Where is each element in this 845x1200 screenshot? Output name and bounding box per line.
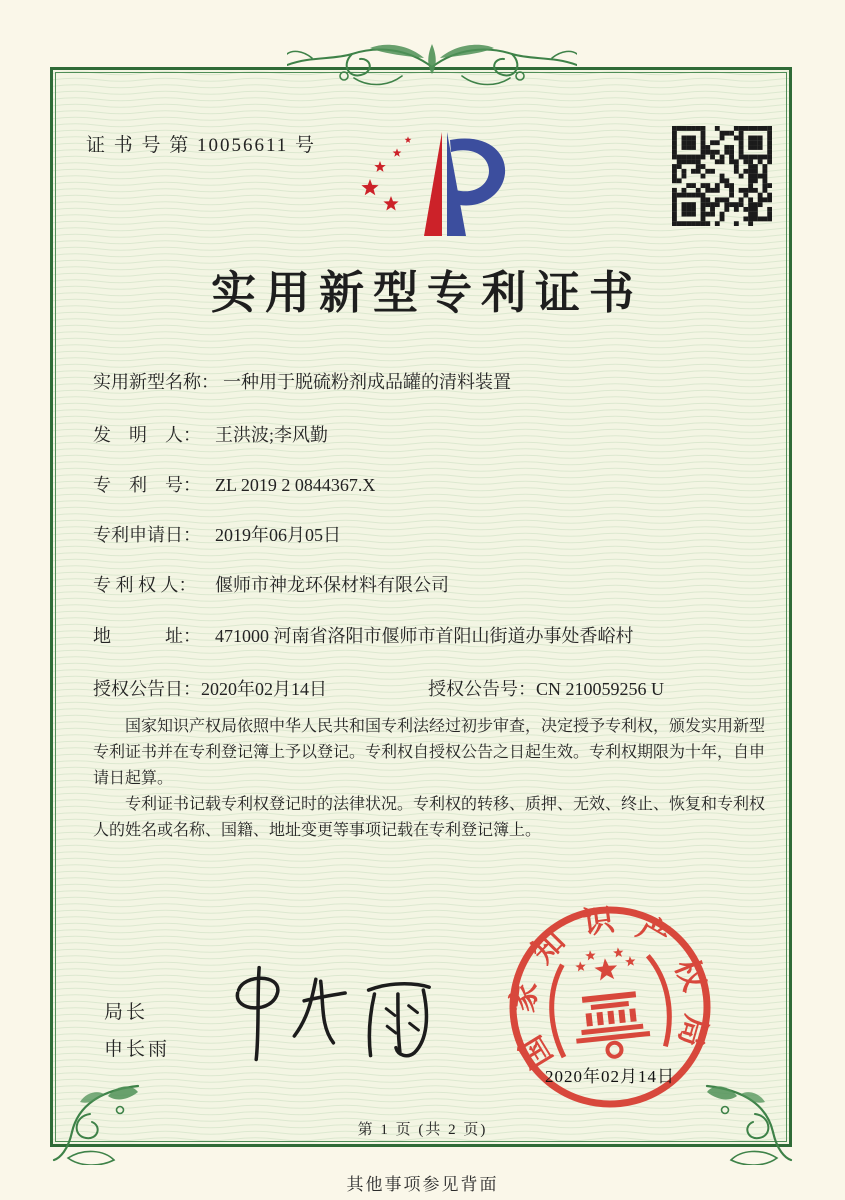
field-row-invention-name [93,368,773,394]
grant-date-value: 2020年02月14日 [201,679,327,699]
legal-text-block [93,714,765,844]
legal-paragraph: 专利证书记载专利权登记时的法律状况。专利权的转移、质押、无效、终止、恢复和专利权人的姓名或名称、国籍、地址变更等事项记载在专利登记簿上。 [93,796,766,839]
field-row-inventors [93,421,773,447]
field-value: 一种用于脱硫粉剂成品罐的清料装置 [223,372,511,392]
seal-text: 国家知识产权局 [504,901,715,1075]
back-side-note: 其他事项参见背面 [346,1175,499,1194]
field-label: 发 明 人： [93,425,201,445]
field-row-address [93,622,773,648]
field-row-filing-date [93,521,773,547]
seal-date: 2020年02月14日 [545,1067,675,1086]
field-value: 偃师市神龙环保材料有限公司 [215,575,449,595]
field-row-patentee [93,571,773,597]
field-value: 王洪波;李风勤 [215,425,329,445]
certificate-number: 证 书 号 第 10056611 号 [86,135,317,156]
qr-code [672,126,772,226]
director-signature-image [222,962,437,1067]
field-value: 2019年06月05日 [215,525,341,545]
cnipa-seal-stamp [495,892,726,1123]
national-emblem-icon [546,943,674,1063]
page-indicator: 第 1 页 (共 2 页) [357,1122,488,1138]
grant-date-label: 授权公告日： [93,679,201,699]
field-row-patent-number [93,471,773,497]
director-title-label: 局长 [104,1002,149,1023]
field-label: 地 址： [93,626,201,646]
field-row-grant [93,675,773,701]
field-value: ZL 2019 2 0844367.X [215,475,376,495]
field-value: 471000 河南省洛阳市偃师市首阳山街道办事处香峪村 [215,626,634,646]
field-label: 实用新型名称： [93,372,219,392]
grant-number-value: CN 210059256 U [536,679,665,699]
field-label: 专 利 号： [93,475,201,495]
field-label: 专 利 权 人： [93,575,197,595]
grant-number-label: 授权公告号： [428,679,536,699]
field-label: 专利申请日： [93,525,201,545]
certificate-title: 实用新型专利证书 [210,268,643,318]
director-name-label: 申长雨 [104,1039,171,1060]
cnipa-patent-logo-icon [340,128,510,240]
legal-paragraph: 国家知识产权局依照中华人民共和国专利法经过初步审查，决定授予专利权，颁发实用新型专利证书并在专利登记簿上予以登记。专利权自授权公告之日起生效。专利权期限为十年，自申请日起算。 [93,718,766,787]
